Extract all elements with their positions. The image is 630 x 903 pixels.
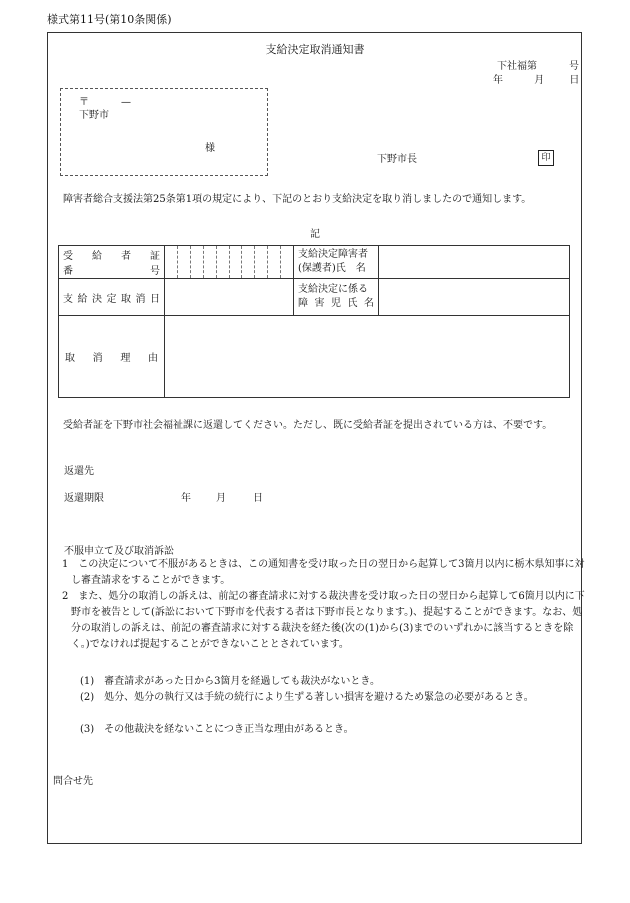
recipient-honorific: 様 xyxy=(205,143,215,154)
child-name-value[interactable] xyxy=(379,279,570,316)
appeal-heading: 不服申立て及び取消訴訟 xyxy=(64,546,174,557)
contact-label: 問合せ先 xyxy=(53,776,93,787)
deadline-month: 月 xyxy=(216,493,226,504)
child-name-label: 支給決定に係る 障 害 児 氏 名 xyxy=(294,279,379,316)
deadline-year: 年 xyxy=(181,493,191,504)
appeal-item-1: 1 この決定について不服があるときは、この通知書を受け取った日の翌日から起算して3箇月以内に栃木県知事に対し審査請求をすることができます。 xyxy=(62,559,585,586)
document-title: 支給決定取消通知書 xyxy=(265,43,365,56)
deadline-label: 返還期限 xyxy=(64,493,104,504)
doc-number-suffix: 号 xyxy=(569,61,579,72)
info-table xyxy=(58,245,570,398)
issue-year: 年 xyxy=(493,75,503,86)
deadline-day: 日 xyxy=(253,493,263,504)
cancel-date-value[interactable] xyxy=(165,279,294,316)
cancel-date-label: 支 給 決 定 取 消 日 xyxy=(59,279,165,316)
document-number xyxy=(497,61,579,72)
recipient-cert-label xyxy=(59,246,165,279)
intro-paragraph: 障害者総合支援法第25条第1項の規定により、下記のとおり支給決定を取り消しましたので通知します。 xyxy=(63,194,532,205)
cancel-reason-label: 取 消 理 由 xyxy=(59,316,165,398)
appeal-item-2: 2 また、処分の取消しの訴えは、前記の審査請求に対する裁決書を受け取った日の翌日から起算して6箇月以内に下野市を被告として(訴訟において下野市を代表する者は下野市長となります。)、提起することができます。なお、処分の取消しの訴えは、前記の審査請求に対する裁決を経た後(次の(1)から(3)までのいずれかに該当するときを除く。)でなければ提起することができないこととされています。 xyxy=(62,591,585,650)
issue-day: 日 xyxy=(569,75,580,86)
form-label: 様式第11号(第10条関係) xyxy=(47,13,172,26)
recipient-cert-label-line1: 受 給 者 証 xyxy=(63,251,160,262)
sender-name: 下野市長 xyxy=(377,154,417,165)
seal-mark: 印 xyxy=(538,150,554,166)
return-deadline xyxy=(64,493,263,504)
beneficiary-name-label: 支給決定障害者 (保護者)氏 名 xyxy=(294,246,379,279)
issue-date xyxy=(493,76,579,86)
return-to-label: 返還先 xyxy=(64,466,94,477)
postal-code xyxy=(79,98,131,108)
cancel-reason-value[interactable] xyxy=(165,316,570,398)
appeal-subitem-3: (3) その他裁決を経ないことにつき正当な理由があるとき。 xyxy=(80,724,354,735)
issue-month: 月 xyxy=(534,75,545,86)
doc-number-prefix: 下社福第 xyxy=(497,61,537,72)
appeal-subitem-1: (1) 審査請求があった日から3箇月を経過しても裁決がないとき。 xyxy=(80,676,381,687)
appeal-subitem-2: (2) 処分、処分の執行又は手続の続行により生ずる著しい損害を避けるため緊急の必要があるとき。 xyxy=(80,692,534,703)
recipient-cert-label-line2: 番 号 xyxy=(63,266,160,277)
postal-dash: — xyxy=(121,97,131,108)
beneficiary-name-value[interactable] xyxy=(379,246,570,279)
recipient-city: 下野市 xyxy=(79,110,109,121)
postal-mark: 〒 xyxy=(79,97,89,108)
return-notice: 受給者証を下野市社会福祉課に返還してください。ただし、既に受給者証を提出されている方は、不要です。 xyxy=(63,420,553,431)
recipient-cert-number-cells[interactable] xyxy=(165,246,294,279)
ki-heading: 記 xyxy=(310,229,320,240)
